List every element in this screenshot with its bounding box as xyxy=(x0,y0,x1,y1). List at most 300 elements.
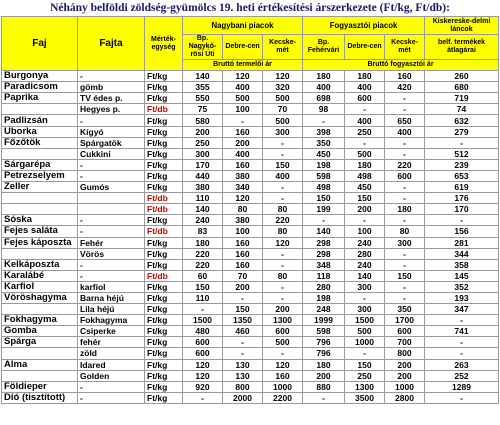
price-cell: 120 xyxy=(263,237,303,248)
header-market: Bp. Fehérvári xyxy=(303,35,345,60)
price-cell: - xyxy=(385,215,425,226)
species-cell: Fejes saláta xyxy=(2,226,78,237)
price-cell: 500 xyxy=(263,115,303,126)
species-cell xyxy=(2,304,78,315)
price-cell: 220 xyxy=(385,159,425,170)
species-cell: Sárgarépa xyxy=(2,159,78,170)
table-row xyxy=(2,281,499,292)
price-cell: 60 xyxy=(183,270,223,281)
price-cell: - xyxy=(263,259,303,270)
species-cell: Vöröshagyma xyxy=(2,292,78,303)
variety-cell: - xyxy=(78,159,145,170)
table-row xyxy=(2,193,499,204)
price-cell: 120 xyxy=(223,193,263,204)
price-cell: - xyxy=(385,182,425,193)
price-cell: 600 xyxy=(385,170,425,181)
price-cell: 160 xyxy=(385,71,425,82)
unit-cell: Ft/db xyxy=(145,204,183,215)
price-cell: 800 xyxy=(223,381,263,392)
price-cell: 347 xyxy=(425,304,499,315)
variety-cell: Gumós xyxy=(78,182,145,193)
price-cell: 140 xyxy=(345,270,385,281)
price-cell: 150 xyxy=(263,159,303,170)
table-row xyxy=(2,315,499,326)
price-cell: 130 xyxy=(223,359,263,370)
price-cell: 480 xyxy=(183,326,223,337)
price-cell: 600 xyxy=(183,348,223,359)
price-cell: 2000 xyxy=(223,392,263,403)
table-row xyxy=(2,71,499,82)
price-cell: 1300 xyxy=(263,315,303,326)
header-market: Bp. Nagykő-rösi Úti xyxy=(183,35,223,60)
price-cell: - xyxy=(263,348,303,359)
variety-cell: TV édes p. xyxy=(78,93,145,104)
price-table xyxy=(1,16,499,404)
price-cell: 160 xyxy=(223,259,263,270)
price-cell: - xyxy=(425,392,499,403)
header-market: belf. termékek átlagárai xyxy=(425,35,499,60)
price-cell: 200 xyxy=(385,359,425,370)
price-cell: 400 xyxy=(223,82,263,93)
unit-cell: Ft/kg xyxy=(145,315,183,326)
price-cell: 358 xyxy=(425,259,499,270)
price-cell: - xyxy=(345,137,385,148)
variety-cell: Lila héjú xyxy=(78,304,145,315)
unit-cell: Ft/kg xyxy=(145,115,183,126)
price-cell: 80 xyxy=(263,204,303,215)
price-cell: 398 xyxy=(303,126,345,137)
variety-cell: - xyxy=(78,226,145,237)
table-row xyxy=(2,93,499,104)
price-cell: 100 xyxy=(345,226,385,237)
species-cell: Paprika xyxy=(2,93,78,104)
price-cell: 70 xyxy=(223,270,263,281)
header-faj: Faj xyxy=(2,17,78,71)
price-cell: - xyxy=(425,337,499,348)
price-cell: - xyxy=(385,93,425,104)
price-cell: - xyxy=(385,248,425,259)
price-cell: 140 xyxy=(183,71,223,82)
variety-cell: Barna héjú xyxy=(78,292,145,303)
variety-cell: - xyxy=(78,115,145,126)
price-cell: 300 xyxy=(385,237,425,248)
price-cell: 1000 xyxy=(385,381,425,392)
species-cell xyxy=(2,148,78,159)
price-cell: 120 xyxy=(263,71,303,82)
variety-cell: Hegyes p. xyxy=(78,104,145,115)
price-cell: 300 xyxy=(183,148,223,159)
species-cell xyxy=(2,248,78,259)
price-cell: 150 xyxy=(303,193,345,204)
table-row xyxy=(2,159,499,170)
price-cell: - xyxy=(263,182,303,193)
price-cell: 298 xyxy=(303,248,345,259)
price-cell: 352 xyxy=(425,281,499,292)
unit-cell: Ft/kg xyxy=(145,148,183,159)
price-cell: - xyxy=(345,215,385,226)
price-cell: 100 xyxy=(223,104,263,115)
price-cell: 344 xyxy=(425,248,499,259)
price-cell: 239 xyxy=(425,159,499,170)
price-cell: 920 xyxy=(183,381,223,392)
unit-cell: Ft/kg xyxy=(145,359,183,370)
variety-cell xyxy=(78,204,145,215)
header-market: Debre-cen xyxy=(345,35,385,60)
price-cell: - xyxy=(223,115,263,126)
price-cell: 150 xyxy=(183,281,223,292)
unit-cell: Ft/kg xyxy=(145,237,183,248)
price-cell: 680 xyxy=(425,82,499,93)
price-cell: 1999 xyxy=(303,315,345,326)
price-cell: 1300 xyxy=(345,381,385,392)
species-cell xyxy=(2,193,78,204)
unit-cell: Ft/kg xyxy=(145,126,183,137)
price-cell: 200 xyxy=(223,281,263,292)
price-cell: 300 xyxy=(345,304,385,315)
unit-cell: Ft/kg xyxy=(145,248,183,259)
price-cell: - xyxy=(183,304,223,315)
table-row xyxy=(2,204,499,215)
table-row xyxy=(2,82,499,93)
variety-cell: Csiperke xyxy=(78,326,145,337)
unit-cell: Ft/kg xyxy=(145,292,183,303)
table-row xyxy=(2,326,499,337)
header-market: Debre-cen xyxy=(223,35,263,60)
unit-cell: Ft/kg xyxy=(145,82,183,93)
table-row xyxy=(2,270,499,281)
table-row xyxy=(2,248,499,259)
price-cell: 140 xyxy=(183,204,223,215)
species-cell: Kelkáposzta xyxy=(2,259,78,270)
species-cell: Spárga xyxy=(2,337,78,348)
price-cell: 180 xyxy=(345,71,385,82)
price-cell: 500 xyxy=(263,93,303,104)
price-cell: 150 xyxy=(385,270,425,281)
price-cell: 160 xyxy=(223,126,263,137)
price-cell: 170 xyxy=(425,204,499,215)
price-cell: 2800 xyxy=(385,392,425,403)
price-cell: 263 xyxy=(425,359,499,370)
variety-cell: Fokhagyma xyxy=(78,315,145,326)
header-consumer-group: Fogyasztói piacok xyxy=(303,17,425,35)
price-cell: - xyxy=(345,292,385,303)
unit-cell: Ft/kg xyxy=(145,304,183,315)
table-row xyxy=(2,392,499,403)
table-row xyxy=(2,104,499,115)
price-cell: 700 xyxy=(385,337,425,348)
price-cell: 98 xyxy=(303,104,345,115)
price-cell: 600 xyxy=(345,93,385,104)
table-row xyxy=(2,137,499,148)
price-cell: 83 xyxy=(183,226,223,237)
price-cell: 400 xyxy=(385,126,425,137)
price-cell: 619 xyxy=(425,182,499,193)
price-cell: - xyxy=(385,148,425,159)
table-body xyxy=(2,71,499,404)
header-consumer-price: Bruttó fogyasztói ár xyxy=(303,60,499,71)
variety-cell: - xyxy=(78,381,145,392)
price-cell: 1000 xyxy=(263,381,303,392)
table-row xyxy=(2,170,499,181)
unit-cell: Ft/db xyxy=(145,226,183,237)
price-cell: 380 xyxy=(223,170,263,181)
price-cell: 248 xyxy=(303,304,345,315)
price-cell: 198 xyxy=(303,292,345,303)
price-cell: 632 xyxy=(425,115,499,126)
price-cell: - xyxy=(425,315,499,326)
species-cell: Sóska xyxy=(2,215,78,226)
species-cell: Burgonya xyxy=(2,71,78,82)
price-cell: 118 xyxy=(303,270,345,281)
header-wholesale-price: Bruttó termelői ár xyxy=(183,60,303,71)
price-cell: 200 xyxy=(385,370,425,381)
unit-cell: Ft/db xyxy=(145,104,183,115)
price-cell: 200 xyxy=(183,126,223,137)
unit-cell: Ft/db xyxy=(145,270,183,281)
price-cell: 160 xyxy=(223,237,263,248)
species-cell xyxy=(2,370,78,381)
header-market: Kecske-mét xyxy=(263,35,303,60)
price-cell: 400 xyxy=(263,170,303,181)
price-cell: 160 xyxy=(223,159,263,170)
species-cell: Karfiol xyxy=(2,281,78,292)
unit-cell: Ft/kg xyxy=(145,381,183,392)
price-cell: 400 xyxy=(345,115,385,126)
price-cell: 400 xyxy=(223,148,263,159)
species-cell xyxy=(2,204,78,215)
header-unit: Mérték-egység xyxy=(145,17,183,71)
price-cell: 140 xyxy=(303,226,345,237)
variety-cell: karfiol xyxy=(78,281,145,292)
price-cell: 145 xyxy=(425,270,499,281)
variety-cell: zöld xyxy=(78,348,145,359)
price-cell: 220 xyxy=(183,259,223,270)
variety-cell xyxy=(78,193,145,204)
price-cell: - xyxy=(223,348,263,359)
price-cell: 355 xyxy=(183,82,223,93)
price-cell: 400 xyxy=(303,82,345,93)
price-cell: - xyxy=(263,137,303,148)
price-cell: 250 xyxy=(345,126,385,137)
price-cell: 220 xyxy=(183,248,223,259)
price-cell: 198 xyxy=(303,159,345,170)
unit-cell: Ft/kg xyxy=(145,392,183,403)
table-row xyxy=(2,304,499,315)
price-cell: 498 xyxy=(345,170,385,181)
species-cell: Petrezselyem xyxy=(2,170,78,181)
price-cell: 74 xyxy=(425,104,499,115)
price-cell: 796 xyxy=(303,348,345,359)
page-title: Néhány belföldi zöldség-gyümölcs 19. heti értékesítési árszerkezete (Ft/kg, Ft/db): xyxy=(50,2,450,14)
price-cell: 440 xyxy=(183,170,223,181)
price-cell: 199 xyxy=(303,204,345,215)
price-cell: 800 xyxy=(385,348,425,359)
price-cell: - xyxy=(303,115,345,126)
species-cell xyxy=(2,348,78,359)
price-cell: 240 xyxy=(345,259,385,270)
price-cell: 1700 xyxy=(385,315,425,326)
species-cell: Paradicsom xyxy=(2,82,78,93)
variety-cell: Kígyó xyxy=(78,126,145,137)
species-cell: Gomba xyxy=(2,326,78,337)
table-header xyxy=(2,17,499,71)
species-cell: Főzőtök xyxy=(2,137,78,148)
species-cell: Földieper xyxy=(2,381,78,392)
species-cell xyxy=(2,104,78,115)
price-cell: 580 xyxy=(183,115,223,126)
price-cell: 200 xyxy=(223,137,263,148)
variety-cell: - xyxy=(78,270,145,281)
price-cell: 150 xyxy=(345,193,385,204)
price-cell: 180 xyxy=(345,159,385,170)
price-cell: 598 xyxy=(303,326,345,337)
header-market: Kecske-mét xyxy=(385,35,425,60)
price-cell: 498 xyxy=(303,182,345,193)
price-cell: 741 xyxy=(425,326,499,337)
price-cell: - xyxy=(263,292,303,303)
price-cell: 220 xyxy=(263,215,303,226)
unit-cell: Ft/kg xyxy=(145,71,183,82)
price-cell: 450 xyxy=(303,148,345,159)
price-cell: 120 xyxy=(263,359,303,370)
species-cell: Padlizsán xyxy=(2,115,78,126)
price-cell: 880 xyxy=(303,381,345,392)
price-cell: 350 xyxy=(303,137,345,148)
species-cell: Alma xyxy=(2,359,78,370)
price-cell: 176 xyxy=(425,193,499,204)
price-cell: 650 xyxy=(385,115,425,126)
price-cell: - xyxy=(263,148,303,159)
price-cell: - xyxy=(425,137,499,148)
table-row xyxy=(2,259,499,270)
price-cell: 80 xyxy=(263,226,303,237)
price-cell: 350 xyxy=(385,304,425,315)
variety-cell: Idared xyxy=(78,359,145,370)
price-cell: - xyxy=(385,292,425,303)
variety-cell: gömb xyxy=(78,82,145,93)
price-cell: 600 xyxy=(183,337,223,348)
price-cell: - xyxy=(425,348,499,359)
price-cell: 250 xyxy=(345,370,385,381)
price-cell: - xyxy=(345,348,385,359)
price-cell: 281 xyxy=(425,237,499,248)
price-cell: 1500 xyxy=(345,315,385,326)
price-cell: - xyxy=(223,292,263,303)
price-cell: 150 xyxy=(345,359,385,370)
table-row xyxy=(2,215,499,226)
price-cell: 400 xyxy=(345,82,385,93)
price-cell: 598 xyxy=(303,170,345,181)
price-cell: 70 xyxy=(263,104,303,115)
table-row xyxy=(2,348,499,359)
variety-cell: - xyxy=(78,259,145,270)
price-cell: 200 xyxy=(263,304,303,315)
price-cell: 500 xyxy=(263,337,303,348)
price-cell: - xyxy=(183,392,223,403)
price-cell: 156 xyxy=(425,226,499,237)
variety-cell: fehér xyxy=(78,337,145,348)
price-cell: 180 xyxy=(385,204,425,215)
species-cell: Karalábé xyxy=(2,270,78,281)
variety-cell: Vörös xyxy=(78,248,145,259)
unit-cell: Ft/kg xyxy=(145,215,183,226)
price-cell: 719 xyxy=(425,93,499,104)
price-cell: - xyxy=(385,137,425,148)
variety-cell: - xyxy=(78,170,145,181)
species-cell: Fokhagyma xyxy=(2,315,78,326)
price-cell: 100 xyxy=(223,226,263,237)
price-cell: 240 xyxy=(345,237,385,248)
price-cell: 150 xyxy=(223,304,263,315)
price-cell: - xyxy=(345,104,385,115)
table-row xyxy=(2,126,499,137)
price-cell: 279 xyxy=(425,126,499,137)
price-cell: 75 xyxy=(183,104,223,115)
price-cell: 120 xyxy=(183,370,223,381)
price-cell: 450 xyxy=(345,182,385,193)
unit-cell: Ft/kg xyxy=(145,137,183,148)
price-cell: - xyxy=(263,193,303,204)
price-cell: 180 xyxy=(303,359,345,370)
price-cell: 120 xyxy=(183,359,223,370)
table-row xyxy=(2,226,499,237)
price-cell: 1289 xyxy=(425,381,499,392)
price-cell: 500 xyxy=(223,93,263,104)
table-row xyxy=(2,359,499,370)
species-cell: Fejes káposzta xyxy=(2,237,78,248)
table-row xyxy=(2,381,499,392)
price-cell: 460 xyxy=(223,326,263,337)
variety-cell: - xyxy=(78,71,145,82)
price-cell: - xyxy=(385,281,425,292)
price-cell: 550 xyxy=(183,93,223,104)
price-cell: 180 xyxy=(183,237,223,248)
price-cell: 193 xyxy=(425,292,499,303)
unit-cell: Ft/kg xyxy=(145,348,183,359)
table-row xyxy=(2,237,499,248)
price-cell: 80 xyxy=(223,204,263,215)
unit-cell: Ft/kg xyxy=(145,370,183,381)
price-cell: - xyxy=(263,248,303,259)
header-fajta: Fajta xyxy=(78,17,145,71)
table-row xyxy=(2,148,499,159)
price-cell: 80 xyxy=(263,270,303,281)
price-cell: 600 xyxy=(385,326,425,337)
price-cell: 380 xyxy=(223,215,263,226)
price-cell: 252 xyxy=(425,370,499,381)
price-cell: - xyxy=(385,259,425,270)
price-cell: 512 xyxy=(425,148,499,159)
table-row xyxy=(2,115,499,126)
price-cell: 280 xyxy=(303,281,345,292)
unit-cell: Ft/kg xyxy=(145,93,183,104)
price-cell: 160 xyxy=(223,248,263,259)
price-cell: 250 xyxy=(183,137,223,148)
species-cell: Dió (tisztított) xyxy=(2,392,78,403)
variety-cell: - xyxy=(78,392,145,403)
variety-cell: - xyxy=(78,215,145,226)
table-row xyxy=(2,182,499,193)
price-cell: 298 xyxy=(303,237,345,248)
variety-cell: Spárgatök xyxy=(78,137,145,148)
price-cell: - xyxy=(303,392,345,403)
unit-cell: Ft/kg xyxy=(145,337,183,348)
price-cell: 280 xyxy=(345,248,385,259)
variety-cell: Golden xyxy=(78,370,145,381)
price-cell: 300 xyxy=(263,126,303,137)
price-cell: 380 xyxy=(183,182,223,193)
header-wholesale-group: Nagybani piacok xyxy=(183,17,303,35)
